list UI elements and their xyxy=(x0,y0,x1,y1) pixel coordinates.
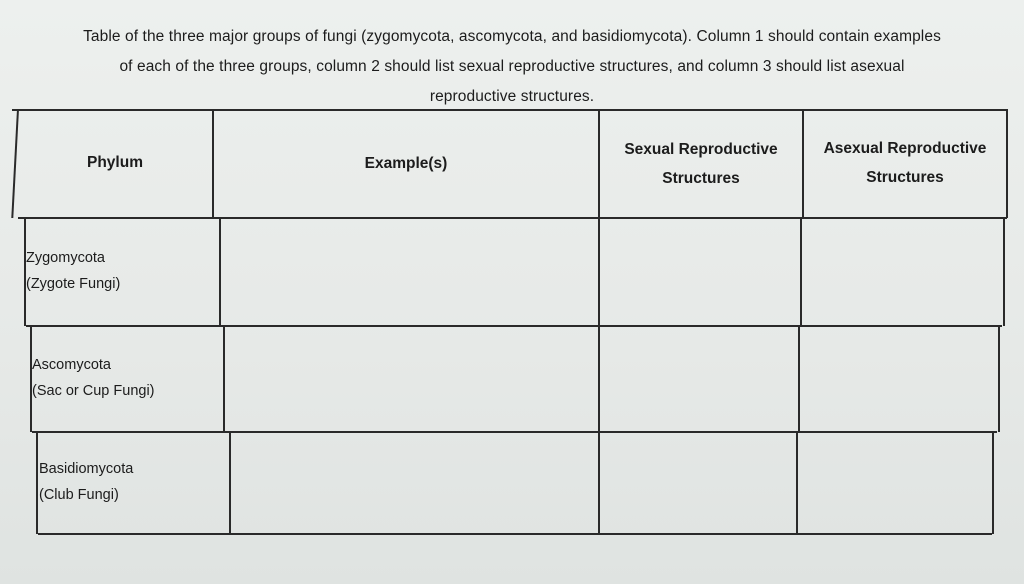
basidiomycota-sexual-cell[interactable] xyxy=(601,434,794,532)
table-top-border xyxy=(12,109,1008,111)
table-right-border-row-3 xyxy=(992,431,994,534)
header-asexual-line-2: Structures xyxy=(866,169,944,186)
table-right-border-row-2 xyxy=(998,325,1000,432)
basidiomycota-asexual-cell[interactable] xyxy=(799,434,990,532)
header-phylum xyxy=(20,148,210,177)
header-asexual-structures xyxy=(804,134,1006,192)
table-left-border-row-3 xyxy=(36,431,38,534)
instructions-line-3: reproductive structures. xyxy=(429,88,595,105)
column-divider-3-row-1 xyxy=(800,217,802,326)
table-bottom-border xyxy=(38,533,992,535)
table-right-border-row-1 xyxy=(1003,217,1005,326)
row-1-bottom-border xyxy=(26,325,1002,327)
column-divider-1-row-3 xyxy=(229,431,231,534)
phylum-name: Ascomycota xyxy=(32,357,111,373)
header-examples-label: Example(s) xyxy=(364,155,448,172)
row-basidiomycota-label xyxy=(39,456,133,508)
header-asexual-line-1: Asexual Reproductive xyxy=(823,140,987,157)
phylum-common-name: (Zygote Fungi) xyxy=(26,276,121,292)
header-sexual-line-1: Sexual Reproductive xyxy=(624,141,778,158)
header-sexual-structures xyxy=(600,135,802,193)
instructions-line-2: of each of the three groups, column 2 should list sexual reproductive structures, and column 3 should list asexual xyxy=(119,58,905,75)
ascomycota-sexual-cell[interactable] xyxy=(601,328,796,430)
column-divider-3-row-2 xyxy=(798,325,800,432)
basidiomycota-examples-cell[interactable] xyxy=(232,434,596,532)
header-examples xyxy=(214,149,598,178)
header-sexual-line-2: Structures xyxy=(662,170,740,187)
column-divider-3-row-3 xyxy=(796,431,798,534)
instructions-line-1: Table of the three major groups of fungi (zygomycota, ascomycota, and basidiomycota). Column 1 should contain examples xyxy=(83,28,941,45)
row-2-bottom-border xyxy=(32,431,997,433)
zygomycota-sexual-cell[interactable] xyxy=(601,220,798,324)
zygomycota-examples-cell[interactable] xyxy=(222,220,596,324)
table-left-border-header xyxy=(11,109,18,218)
row-zygomycota-label xyxy=(26,245,120,297)
ascomycota-examples-cell[interactable] xyxy=(226,328,596,430)
phylum-name: Basidiomycota xyxy=(39,461,134,477)
header-bottom-border xyxy=(18,217,1007,219)
ascomycota-asexual-cell[interactable] xyxy=(801,328,996,430)
header-phylum-label: Phylum xyxy=(87,154,143,171)
phylum-name: Zygomycota xyxy=(26,250,105,266)
table-right-border-header xyxy=(1006,109,1008,218)
row-ascomycota-label xyxy=(32,352,155,404)
column-divider-1-row-2 xyxy=(223,325,225,432)
column-divider-1-row-1 xyxy=(219,217,221,326)
zygomycota-asexual-cell[interactable] xyxy=(803,220,1001,324)
phylum-common-name: (Sac or Cup Fungi) xyxy=(32,383,155,399)
phylum-common-name: (Club Fungi) xyxy=(39,487,119,503)
